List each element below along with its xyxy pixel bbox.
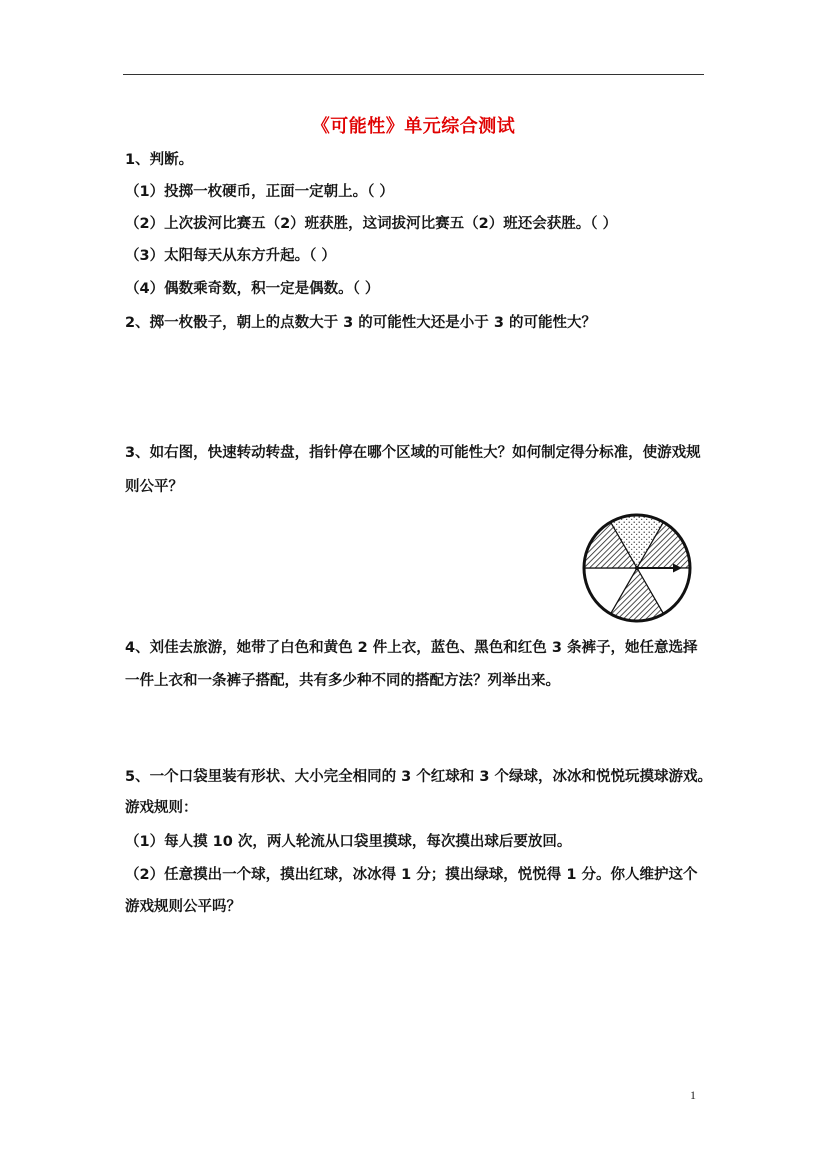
spinner-center — [635, 566, 639, 570]
q1-heading: 1、判断。 — [125, 152, 194, 168]
q1-item-3: （3）太阳每天从东方升起。（ ） — [125, 248, 336, 264]
q3-line-1: 3、如右图，快速转动转盘，指针停在哪个区域的可能性大？如何制定得分标准，使游戏规 — [125, 445, 701, 461]
q2-text: 2、掷一枚骰子，朝上的点数大于 3 的可能性大还是小于 3 的可能性大？ — [125, 315, 596, 331]
q1-item-2: （2）上次拔河比赛五（2）班获胜，这词拔河比赛五（2）班还会获胜。（ ） — [125, 216, 618, 232]
q4-line-2: 一件上衣和一条裤子搭配，共有多少种不同的搭配方法？列举出来。 — [125, 673, 560, 689]
q1-item-4: （4）偶数乘奇数，积一定是偶数。（ ） — [125, 281, 380, 297]
q1-item-1: （1）投掷一枚硬币，正面一定朝上。（ ） — [125, 184, 394, 200]
q5-line-2: 游戏规则： — [125, 800, 198, 816]
q5-line-1: 5、一个口袋里装有形状、大小完全相同的 3 个红球和 3 个绿球，冰冰和悦悦玩摸球游戏。 — [125, 769, 712, 785]
q3-line-2: 则公平？ — [125, 479, 183, 495]
spinner-diagram — [578, 511, 696, 625]
header-rule — [123, 74, 704, 75]
page-number: 1 — [690, 1088, 696, 1102]
q4-line-1: 4、刘佳去旅游，她带了白色和黄色 2 件上衣，蓝色、黑色和红色 3 条裤子，她任意选择 — [125, 640, 698, 656]
q5-line-5: 游戏规则公平吗？ — [125, 899, 241, 915]
page-title: 《可能性》单元综合测试 — [311, 116, 516, 137]
q5-line-4: （2）任意摸出一个球，摸出红球，冰冰得 1 分；摸出绿球，悦悦得 1 分。你人维护这个 — [125, 867, 698, 883]
q5-line-3: （1）每人摸 10 次，两人轮流从口袋里摸球，每次摸出球后要放回。 — [125, 834, 572, 850]
